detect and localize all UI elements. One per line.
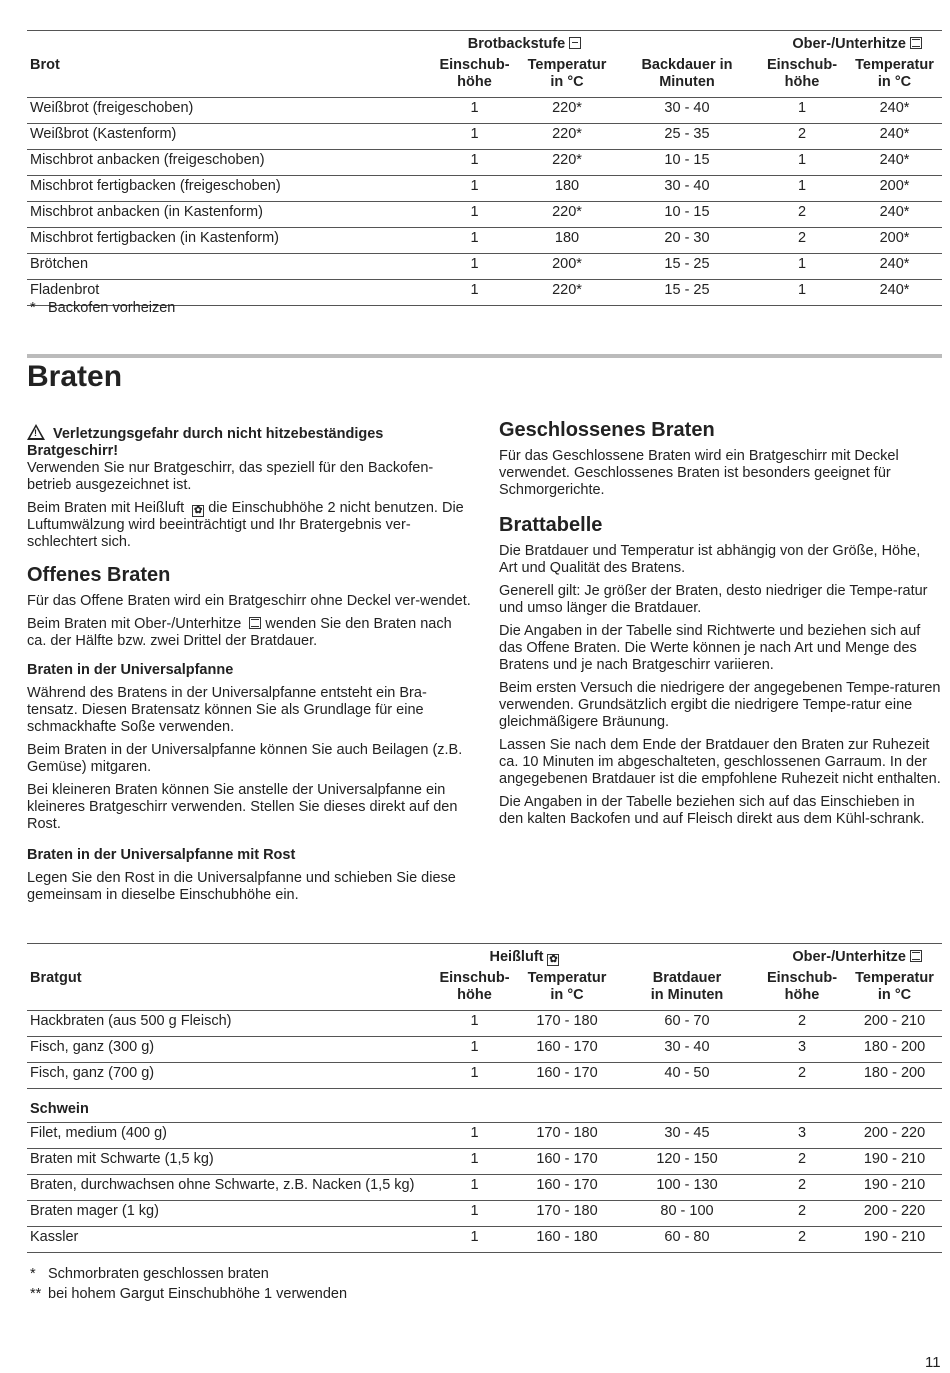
table-cell: 160 - 170 bbox=[517, 1175, 617, 1201]
table-row bbox=[27, 176, 942, 202]
table-cell: 200 - 220 bbox=[847, 1201, 942, 1227]
table-cell: 220* bbox=[517, 98, 617, 124]
table-cell: 1 bbox=[432, 1201, 517, 1227]
table-cell: 200 - 220 bbox=[847, 1123, 942, 1149]
row-label: Fladenbrot bbox=[27, 280, 432, 306]
top-bottom-heat-icon bbox=[249, 617, 261, 629]
table-cell: 1 bbox=[432, 254, 517, 280]
offenes-braten-text: Für das Offene Braten wird ein Bratgeschirr ohne Deckel ver-wendet. bbox=[27, 593, 471, 609]
table-cell: 180 bbox=[517, 176, 617, 202]
table-row bbox=[27, 1037, 942, 1063]
table-cell: 1 bbox=[432, 1175, 517, 1201]
table-cell: 200 - 210 bbox=[847, 1011, 942, 1037]
table-row bbox=[27, 1149, 942, 1175]
table-row bbox=[27, 1227, 942, 1253]
table-row bbox=[27, 150, 942, 176]
column-header: Einschub- höhe bbox=[757, 57, 847, 98]
table-cell: 240* bbox=[847, 124, 942, 150]
row-label: Mischbrot anbacken (freigeschoben) bbox=[27, 150, 432, 176]
table-cell: 2 bbox=[757, 124, 847, 150]
table-cell: 1 bbox=[432, 150, 517, 176]
column-header: Brot bbox=[27, 57, 432, 98]
table-cell: 1 bbox=[432, 1063, 517, 1089]
table-cell: 3 bbox=[757, 1037, 847, 1063]
table-cell: 40 - 50 bbox=[617, 1063, 757, 1089]
page-number: 11 bbox=[925, 1354, 941, 1371]
table-row bbox=[27, 124, 942, 150]
table-cell: 2 bbox=[757, 1175, 847, 1201]
section-title: Braten bbox=[27, 360, 123, 393]
table-cell: 2 bbox=[757, 1149, 847, 1175]
table-cell: 80 - 100 bbox=[617, 1201, 757, 1227]
table-cell: 1 bbox=[432, 202, 517, 228]
table-cell: 2 bbox=[757, 202, 847, 228]
table-cell: 200* bbox=[517, 254, 617, 280]
table-cell: 15 - 25 bbox=[617, 280, 757, 306]
bread-stage-icon bbox=[569, 37, 581, 49]
table-cell: 100 - 130 bbox=[617, 1175, 757, 1201]
rost-text: Legen Sie den Rost in die Universalpfanne und schieben Sie diese gemeinsam in dieselbe Einschubhöhe ein. bbox=[27, 870, 456, 903]
table-cell: 190 - 210 bbox=[847, 1175, 942, 1201]
geschlossenes-braten-text: Für das Geschlossene Braten wird ein Bratgeschirr mit Deckel verwendet. Geschlossenes Braten ist besonders geeignet für Schmorgerichte. bbox=[499, 448, 899, 498]
column-header: Temperatur in °C bbox=[517, 57, 617, 98]
warning-icon: ! bbox=[27, 424, 45, 440]
row-label: Weißbrot (Kastenform) bbox=[27, 124, 432, 150]
warning-heading: ! Verletzungsgefahr durch nicht hitzebeständiges Bratgeschirr! bbox=[27, 426, 384, 459]
column-header: Backdauer in Minuten bbox=[617, 57, 757, 98]
table-cell: 1 bbox=[757, 176, 847, 202]
table-cell: 1 bbox=[432, 1123, 517, 1149]
column-header: Einschub- höhe bbox=[766, 970, 838, 1003]
roast-table-header bbox=[27, 970, 942, 1011]
roast-table bbox=[27, 943, 942, 1253]
table-cell: 1 bbox=[432, 1037, 517, 1063]
table-row bbox=[27, 1011, 942, 1037]
table-cell: 240* bbox=[847, 254, 942, 280]
section-label: Schwein bbox=[27, 1089, 942, 1123]
table-cell: 1 bbox=[432, 280, 517, 306]
table-cell: 180 bbox=[517, 228, 617, 254]
top-bottom-heat-icon bbox=[910, 37, 922, 49]
table-cell: 30 - 40 bbox=[617, 98, 757, 124]
table-cell: 180 - 200 bbox=[847, 1063, 942, 1089]
table-cell: 2 bbox=[757, 1201, 847, 1227]
table-row bbox=[27, 202, 942, 228]
brattabelle-text-6: Die Angaben in der Tabelle beziehen sich auf das Einschieben in den kalten Backofen und auf Fleisch direkt aus dem Kühl-schrank. bbox=[499, 794, 925, 827]
table-cell: 1 bbox=[432, 1149, 517, 1175]
table-cell: 1 bbox=[432, 228, 517, 254]
table-cell: 1 bbox=[757, 280, 847, 306]
rost-heading: Braten in der Universalpfanne mit Rost bbox=[27, 847, 296, 863]
table-cell: 1 bbox=[757, 150, 847, 176]
bread-footnote: * Backofen vorheizen bbox=[30, 300, 176, 316]
roast-table-body bbox=[27, 1011, 942, 1253]
table-cell: 1 bbox=[432, 1227, 517, 1253]
table-cell: 25 - 35 bbox=[617, 124, 757, 150]
table-cell: 170 - 180 bbox=[517, 1123, 617, 1149]
table-cell: 30 - 40 bbox=[617, 1037, 757, 1063]
brattabelle-text-2: Generell gilt: Je größer der Braten, desto niedriger die Tempe-ratur und umso länger die Bratdauer. bbox=[499, 583, 928, 616]
right-column bbox=[499, 418, 942, 834]
row-label: Kassler bbox=[27, 1227, 432, 1253]
table-cell: 240* bbox=[847, 280, 942, 306]
table-cell: 30 - 40 bbox=[617, 176, 757, 202]
bread-group-brotbackstufe: Brotbackstufe bbox=[432, 31, 617, 58]
table-cell: 170 - 180 bbox=[517, 1201, 617, 1227]
column-header: Temperatur in °C bbox=[855, 970, 934, 1003]
table-cell: 200* bbox=[847, 228, 942, 254]
table-cell: 160 - 170 bbox=[517, 1063, 617, 1089]
table-cell: 2 bbox=[757, 1011, 847, 1037]
roast-footnote-1: * Schmorbraten geschlossen braten bbox=[30, 1266, 269, 1282]
table-cell: 15 - 25 bbox=[617, 254, 757, 280]
column-header: Temperatur in °C bbox=[527, 970, 607, 1003]
column-header: Einschub- höhe bbox=[432, 57, 517, 98]
table-row bbox=[27, 1123, 942, 1149]
row-label: Fisch, ganz (300 g) bbox=[27, 1037, 432, 1063]
table-cell: 160 - 170 bbox=[517, 1149, 617, 1175]
universalpfanne-heading: Braten in der Universalpfanne bbox=[27, 662, 234, 678]
universalpfanne-text: Während des Bratens in der Universalpfanne entsteht ein Bra-tensatz. Diesen Bratensatz können Sie als Grundlage für eine schmackhafte Soße verwenden. bbox=[27, 685, 427, 735]
geschlossenes-braten-heading: Geschlossenes Braten bbox=[499, 419, 715, 441]
table-row bbox=[27, 228, 942, 254]
table-cell: 2 bbox=[757, 228, 847, 254]
table-cell: 170 - 180 bbox=[517, 1011, 617, 1037]
table-row bbox=[27, 98, 942, 124]
table-cell: 240* bbox=[847, 202, 942, 228]
section-divider bbox=[27, 354, 942, 358]
row-label: Mischbrot fertigbacken (freigeschoben) bbox=[27, 176, 432, 202]
table-cell: 3 bbox=[757, 1123, 847, 1149]
column-header: Bratgut bbox=[30, 970, 82, 986]
table-cell: 190 - 210 bbox=[847, 1227, 942, 1253]
brattabelle-text-4: Beim ersten Versuch die niedrigere der angegebenen Tempe-raturen verwenden. Grundsätzlich ergibt die niedrigere Tempe-ratur eine gleichmäßigere Bräunung. bbox=[499, 680, 941, 730]
row-label: Weißbrot (freigeschoben) bbox=[27, 98, 432, 124]
row-label: Fisch, ganz (700 g) bbox=[27, 1063, 432, 1089]
table-cell: 2 bbox=[757, 1063, 847, 1089]
column-header: Temperatur in °C bbox=[847, 57, 942, 98]
bread-table bbox=[27, 30, 942, 306]
hot-air-fan-icon: ✿ bbox=[549, 953, 558, 965]
table-cell: 1 bbox=[432, 1011, 517, 1037]
table-row bbox=[27, 1175, 942, 1201]
table-section-row bbox=[27, 1089, 942, 1123]
table-cell: 10 - 15 bbox=[617, 150, 757, 176]
roast-group-ober-unterhitze: Ober-/Unterhitze bbox=[757, 944, 942, 971]
table-cell: 220* bbox=[517, 150, 617, 176]
left-column bbox=[27, 424, 472, 910]
table-cell: 180 - 200 bbox=[847, 1037, 942, 1063]
column-header: Bratdauer in Minuten bbox=[650, 970, 724, 1003]
brattabelle-text-3: Die Angaben in der Tabelle sind Richtwerte und beziehen sich auf das Offene Braten. Die Werte können je nach Art und Menge des Bratens und je nach Bratgeschirr variieren. bbox=[499, 623, 921, 673]
row-label: Brötchen bbox=[27, 254, 432, 280]
table-cell: 160 - 170 bbox=[517, 1037, 617, 1063]
table-cell: 160 - 180 bbox=[517, 1227, 617, 1253]
table-row bbox=[27, 1063, 942, 1089]
universalpfanne-text-3: Bei kleineren Braten können Sie anstelle der Universalpfanne ein kleineres Bratgeschirr verwenden. Stellen Sie dieses direkt auf den Rost. bbox=[27, 782, 458, 832]
table-cell: 1 bbox=[432, 176, 517, 202]
offenes-braten-text-2: Beim Braten mit Ober-/Unterhitze wenden Sie den Braten nach ca. der Hälfte bzw. zwei Drittel der Bratdauer. bbox=[27, 616, 452, 649]
universalpfanne-text-2: Beim Braten in der Universalpfanne können Sie auch Beilagen (z.B. Gemüse) mitgaren. bbox=[27, 742, 463, 775]
table-cell: 220* bbox=[517, 124, 617, 150]
table-cell: 30 - 45 bbox=[617, 1123, 757, 1149]
row-label: Hackbraten (aus 500 g Fleisch) bbox=[27, 1011, 432, 1037]
table-cell: 200* bbox=[847, 176, 942, 202]
brattabelle-heading: Brattabelle bbox=[499, 514, 603, 536]
row-label: Filet, medium (400 g) bbox=[27, 1123, 432, 1149]
bread-table-body bbox=[27, 98, 942, 306]
column-header: Einschub- höhe bbox=[439, 970, 510, 1003]
table-row bbox=[27, 254, 942, 280]
table-cell: 10 - 15 bbox=[617, 202, 757, 228]
roast-footnote-2: ** bei hohem Gargut Einschubhöhe 1 verwenden bbox=[30, 1286, 348, 1302]
bread-table-header bbox=[27, 57, 942, 98]
roast-group-heissluft: Heißluft ✿ bbox=[432, 944, 617, 971]
table-cell: 60 - 80 bbox=[617, 1227, 757, 1253]
table-cell: 20 - 30 bbox=[617, 228, 757, 254]
row-label: Braten mager (1 kg) bbox=[27, 1201, 432, 1227]
brattabelle-text: Die Bratdauer und Temperatur ist abhängig von der Größe, Höhe, Art und Qualität des Bratens. bbox=[499, 543, 921, 576]
table-cell: 240* bbox=[847, 98, 942, 124]
warning-text-2: Beim Braten mit Heißluft ✿ die Einschubhöhe 2 nicht benutzen. Die Luftumwälzung wird beeinträchtigt und Ihr Bratergebnis ver-schlechtert sich. bbox=[27, 500, 464, 550]
table-cell: 220* bbox=[517, 202, 617, 228]
brattabelle-text-5: Lassen Sie nach dem Ende der Bratdauer den Braten zur Ruhezeit ca. 10 Minuten im abgeschalteten, geschlossenen Garraum. In der angegebenen Bratdauer ist die empfohlene Ruhezeit nicht enthalten. bbox=[499, 737, 941, 787]
table-cell: 120 - 150 bbox=[617, 1149, 757, 1175]
table-cell: 60 - 70 bbox=[617, 1011, 757, 1037]
top-bottom-heat-icon bbox=[910, 950, 922, 962]
hot-air-fan-icon: ✿ bbox=[193, 505, 203, 516]
row-label: Braten mit Schwarte (1,5 kg) bbox=[27, 1149, 432, 1175]
table-cell: 220* bbox=[517, 280, 617, 306]
table-cell: 190 - 210 bbox=[847, 1149, 942, 1175]
row-label: Mischbrot anbacken (in Kastenform) bbox=[27, 202, 432, 228]
table-cell: 2 bbox=[757, 1227, 847, 1253]
table-cell: 240* bbox=[847, 150, 942, 176]
table-cell: 1 bbox=[432, 98, 517, 124]
table-cell: 1 bbox=[757, 98, 847, 124]
row-label: Mischbrot fertigbacken (in Kastenform) bbox=[27, 228, 432, 254]
table-cell: 1 bbox=[432, 124, 517, 150]
table-cell: 1 bbox=[757, 254, 847, 280]
table-row bbox=[27, 1201, 942, 1227]
warning-text: Verwenden Sie nur Bratgeschirr, das speziell für den Backofen-betrieb ausgezeichnet ist. bbox=[27, 460, 434, 493]
row-label: Braten, durchwachsen ohne Schwarte, z.B. Nacken (1,5 kg) bbox=[27, 1175, 432, 1201]
bread-group-ober-unterhitze: Ober-/Unterhitze bbox=[757, 31, 942, 58]
offenes-braten-heading: Offenes Braten bbox=[27, 564, 171, 586]
